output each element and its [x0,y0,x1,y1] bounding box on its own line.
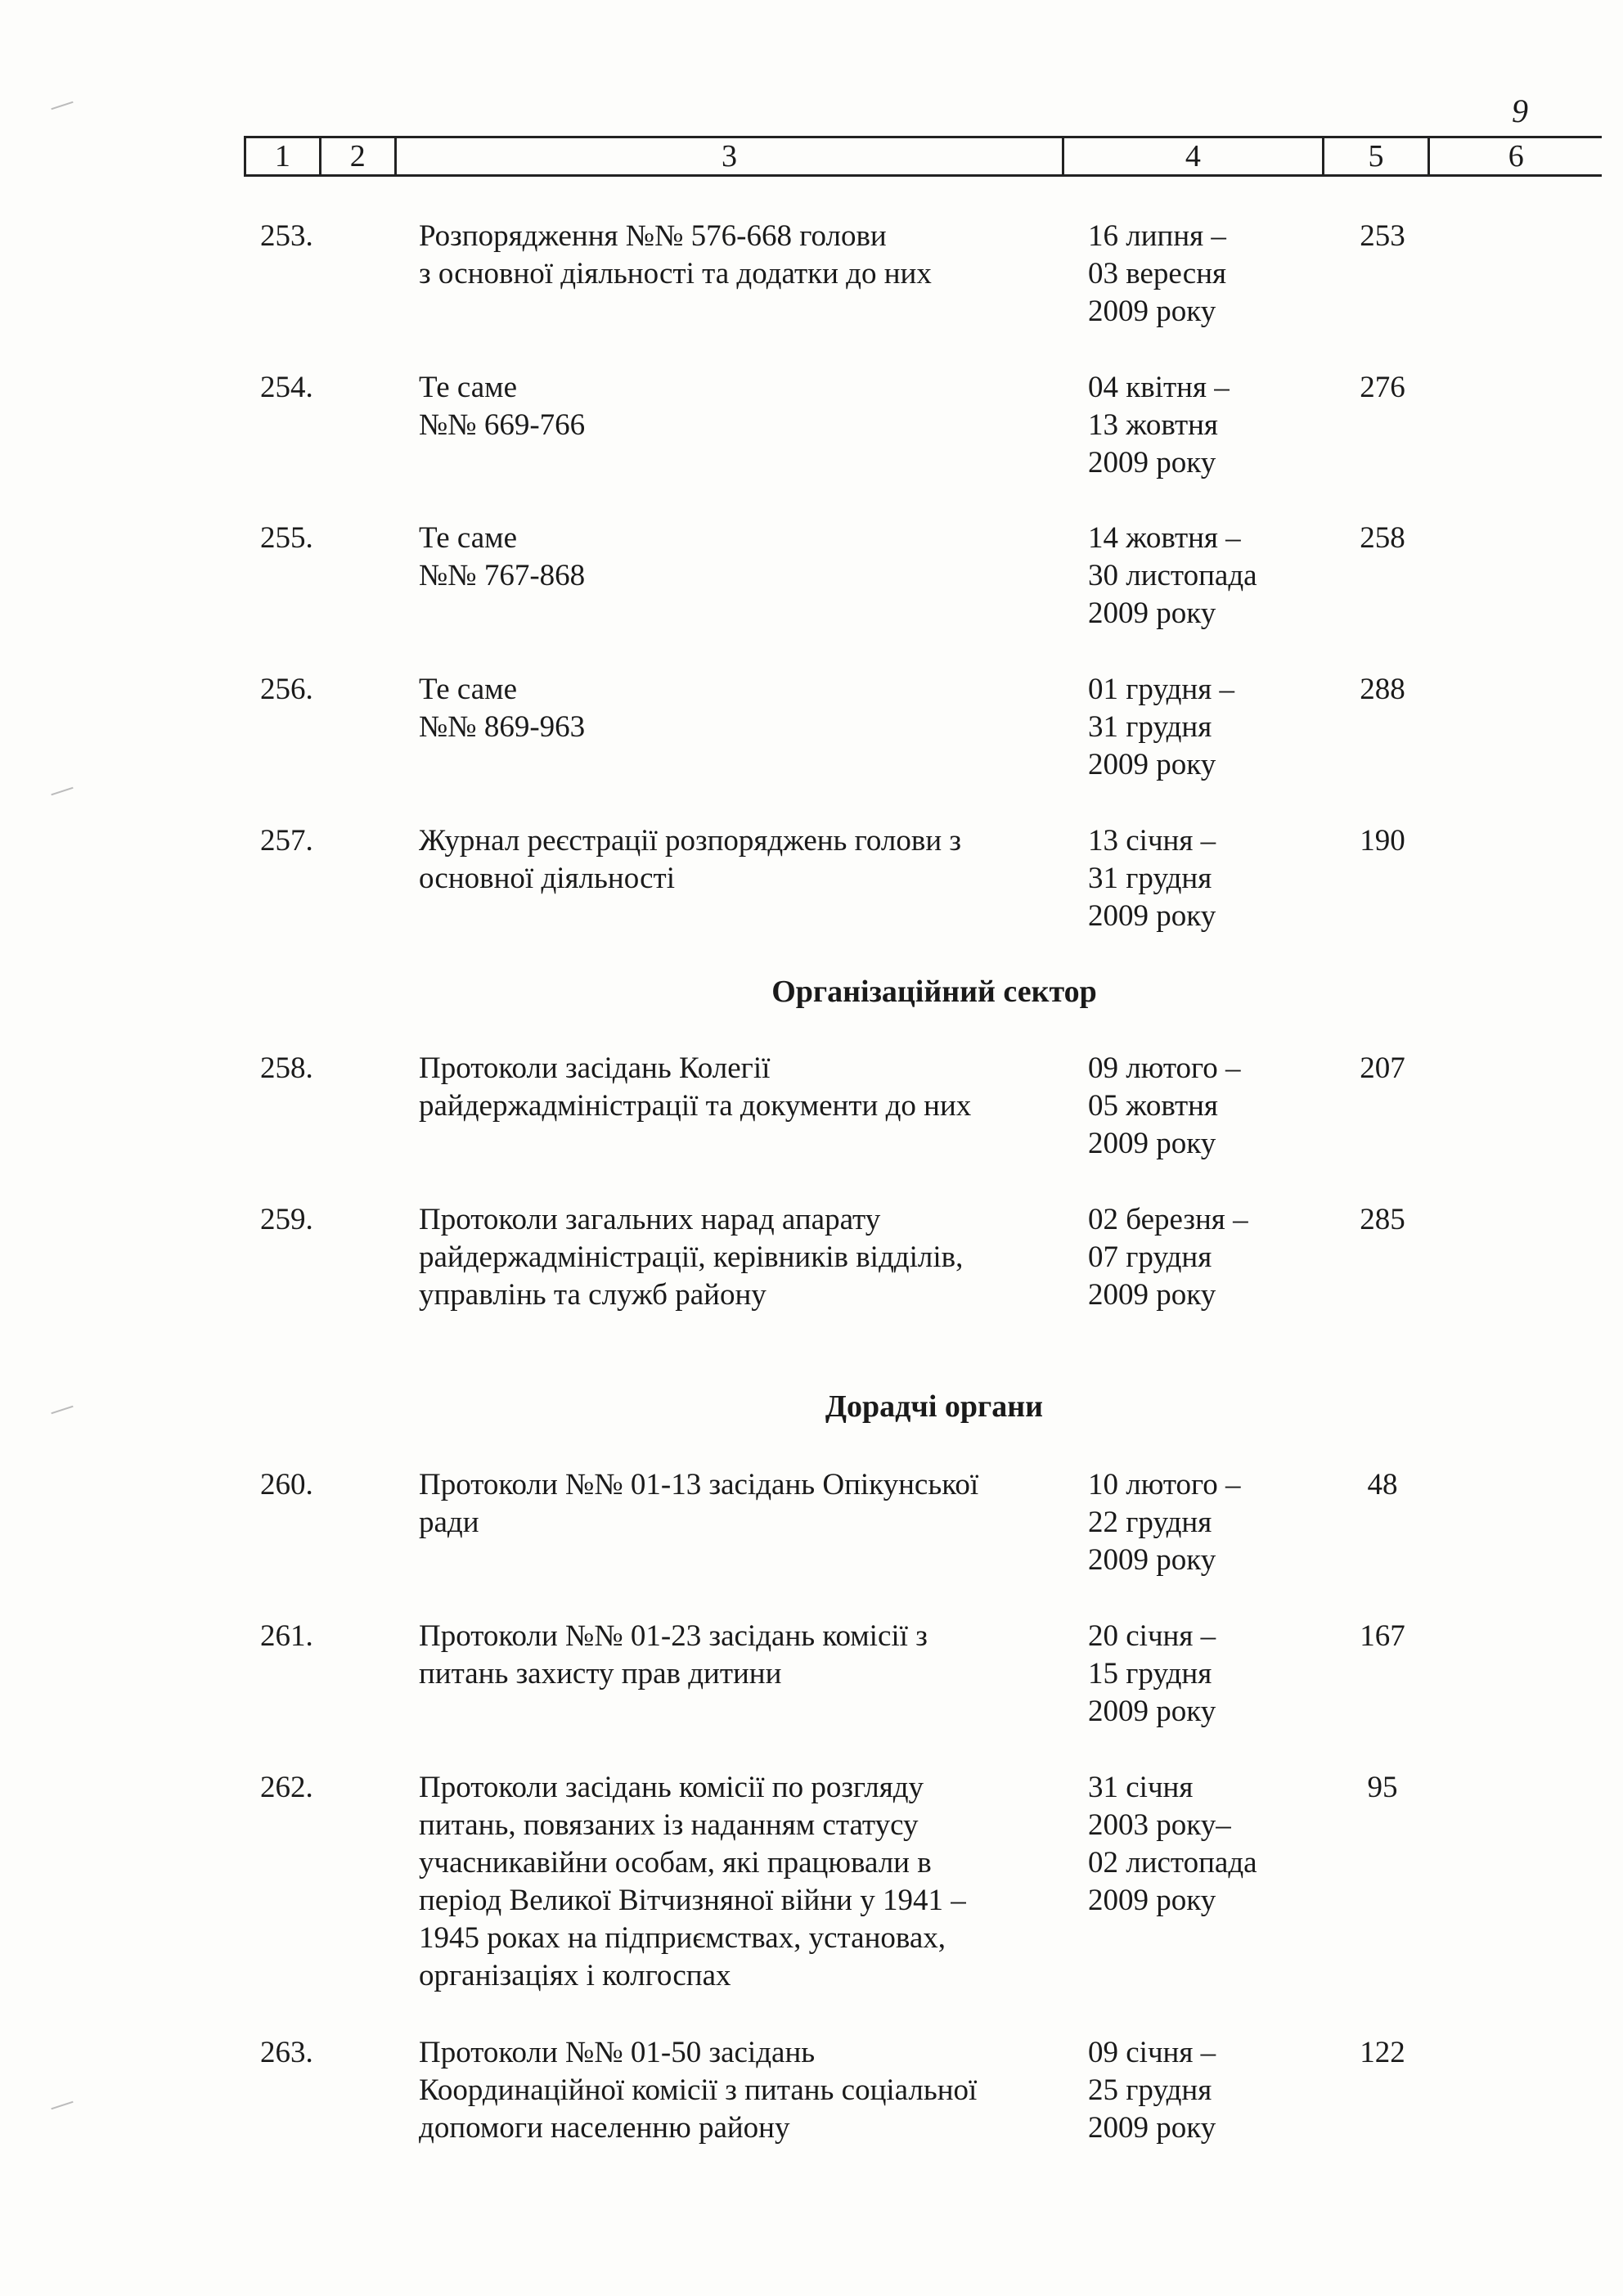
row-title: Те саме №№ 869-963 [419,673,586,744]
header-col-1: 1 [246,138,321,174]
row-count: 288 [1360,673,1405,706]
row-count: 95 [1367,1771,1398,1804]
scan-mark [51,2101,73,2110]
section-heading: Дорадчі органи [825,1389,1044,1424]
page-number: 9 [1512,92,1528,129]
row-title: Те саме №№ 767-868 [419,521,586,592]
row-count: 276 [1360,371,1405,404]
row-title: Протоколи №№ 01-50 засідань Координаційної комісії з питань соціальної допомоги населенню району [419,2036,978,2145]
section-heading: Організаційний сектор [771,975,1097,1009]
row-number: 254. [260,371,313,404]
row-count: 258 [1360,521,1405,555]
row-count: 253 [1360,219,1405,253]
row-title: Розпорядження №№ 576-668 голови з основної діяльності та додатки до них [419,219,932,290]
row-dates: 09 січня – 25 грудня 2009 року [1088,2036,1216,2145]
row-dates: 31 січня 2003 року– 02 листопада 2009 року [1088,1771,1257,1917]
row-dates: 04 квітня – 13 жовтня 2009 року [1088,371,1230,479]
header-col-3: 3 [397,138,1065,174]
column-number-header [244,136,1602,177]
row-number: 253. [260,219,313,253]
row-dates: 01 грудня – 31 грудня 2009 року [1088,673,1235,781]
row-number: 260. [260,1468,313,1501]
row-count: 122 [1360,2036,1405,2069]
row-number: 261. [260,1619,313,1653]
row-number: 258. [260,1051,313,1085]
scan-mark [51,101,73,110]
row-dates: 14 жовтня – 30 листопада 2009 року [1088,521,1257,630]
row-number: 262. [260,1771,313,1804]
row-title: Протоколи №№ 01-23 засідань комісії з питань захисту прав дитини [419,1619,928,1690]
row-number: 256. [260,673,313,706]
row-title: Протоколи засідань Колегії райдержадміністрації та документи до них [419,1051,972,1123]
row-dates: 02 березня – 07 грудня 2009 року [1088,1203,1248,1312]
header-col-2: 2 [321,138,397,174]
row-number: 259. [260,1203,313,1236]
row-count: 190 [1360,824,1405,858]
row-number: 255. [260,521,313,555]
row-count: 48 [1367,1468,1398,1501]
scan-mark [51,787,73,796]
row-count: 285 [1360,1203,1405,1236]
row-dates: 13 січня – 31 грудня 2009 року [1088,824,1216,933]
row-dates: 09 лютого – 05 жовтня 2009 року [1088,1051,1241,1160]
row-title: Протоколи №№ 01-13 засідань Опікунської ради [419,1468,979,1539]
row-title: Протоколи засідань комісії по розгляду питань, повязаних із наданням статусу учасникавійни особам, які працювали в період Великої Вітчизняної війни у 1941 – 1945 роках на підприємствах, установах, організаціях і колгоспах [419,1771,966,1992]
row-dates: 16 липня – 03 вересня 2009 року [1088,219,1227,328]
header-col-5: 5 [1324,138,1431,174]
row-count: 207 [1360,1051,1405,1085]
row-dates: 10 лютого – 22 грудня 2009 року [1088,1468,1241,1577]
row-title: Журнал реєстрації розпоряджень голови з основної діяльності [419,824,962,895]
row-count: 167 [1360,1619,1405,1653]
row-title: Протоколи загальних нарад апарату райдержадміністрації, керівників відділів, управлінь та служб району [419,1203,964,1312]
row-title: Те саме №№ 669-766 [419,371,586,442]
row-dates: 20 січня – 15 грудня 2009 року [1088,1619,1216,1728]
row-number: 263. [260,2036,313,2069]
header-col-6: 6 [1508,139,1524,173]
row-number: 257. [260,824,313,858]
header-col-4: 4 [1064,138,1324,174]
